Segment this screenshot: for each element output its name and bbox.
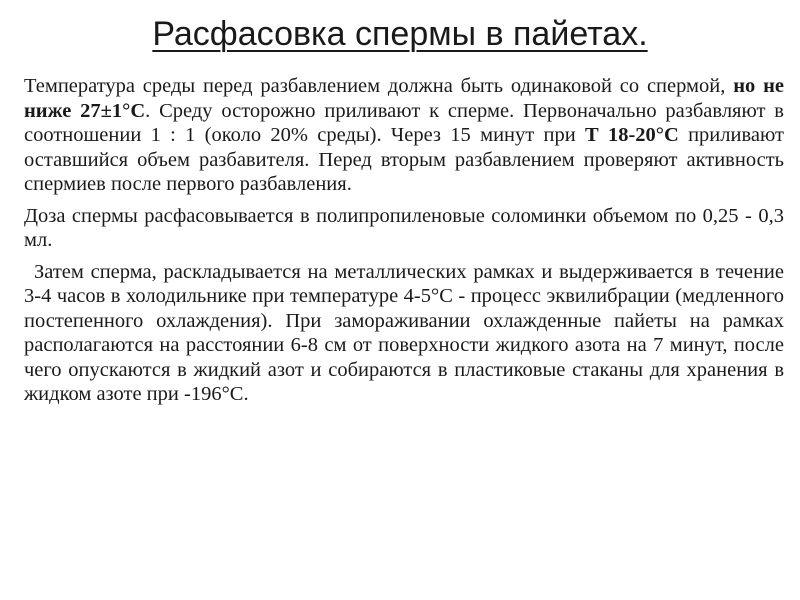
paragraph-text: Температура среды перед разбавлением должна быть одинаковой со спермой,: [24, 75, 734, 97]
paragraph-freezing: Затем сперма, раскладывается на металлических рамках и выдерживается в течение 3-4 часов в холодильнике при температуре 4-5°С - процесс эквилибрации (медленного постепенного охлаждения). При замораживании охлажденные пайеты на рамках располагаются на расстоянии 6-8 см от поверхности жидкого азота на 7 минут, после чего опускаются в жидкий азот и собираются в пластиковые стаканы для хранения в жидком азоте при -196°С.: [24, 260, 784, 405]
paragraph-dose: Доза спермы расфасовывается в полипропиленовые соломинки объемом по 0,25 - 0,3 мл.: [24, 204, 784, 251]
slide-title: Расфасовка спермы в пайетах.: [152, 15, 648, 53]
bold-temperature-range: Т 18-20°С: [584, 124, 679, 146]
slide-body: [24, 74, 784, 414]
bold-temperature-min: но не ниже 27±1°С: [24, 75, 784, 122]
paragraph-dilution: [24, 74, 784, 197]
paragraph-text: приливают оставшийся объем разбавителя. Перед вторым разбавлением проверяют активность спермиев после первого разбавления.: [24, 124, 784, 195]
paragraph-text: . Среду осторожно приливают к сперме. Первоначально разбавляют в соотношении 1 : 1 (около 20% среды). Через 15 минут при: [24, 99, 784, 146]
